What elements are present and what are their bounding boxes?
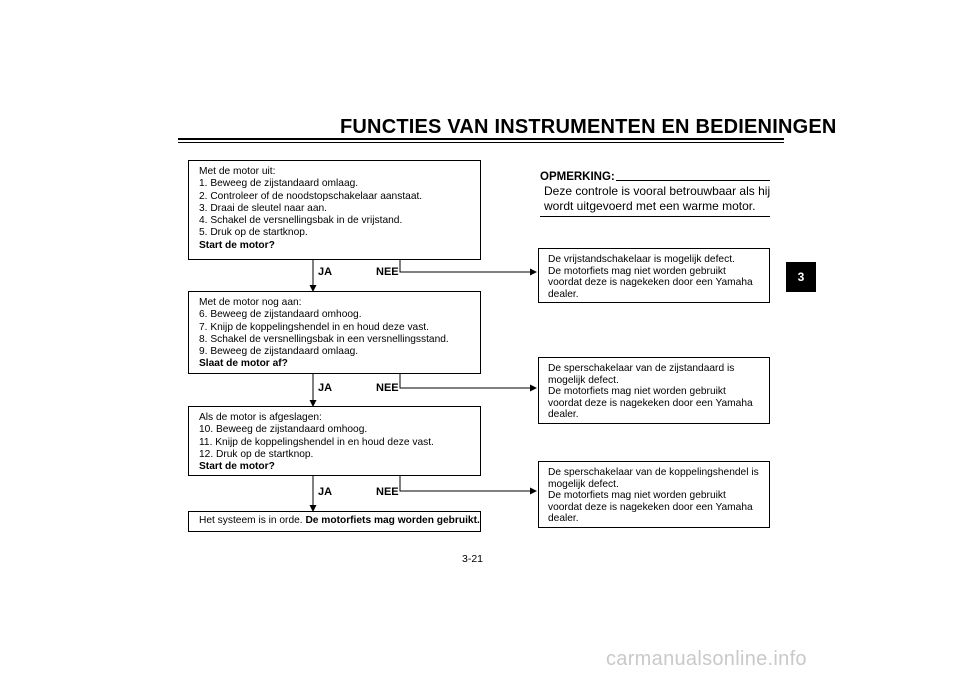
result1-bold: De motorfiets mag niet worden gebruikt	[548, 265, 726, 277]
flow-step-1	[188, 160, 481, 260]
final-text: Het systeem is in orde.	[199, 515, 306, 526]
watermark: carmanualsonline.info	[606, 648, 807, 670]
step3-line-2: 10. Beweeg de zijstandaard omhoog.	[199, 424, 368, 436]
result2-bold: De motorfiets mag niet worden gebruikt	[548, 386, 726, 397]
step3-line-3: 11. Knijp de koppelingshendel in en houd deze vast.	[199, 436, 434, 448]
flow-final-ok	[188, 511, 481, 532]
connector-no-2	[400, 374, 536, 388]
no-label-1: NEE	[376, 266, 399, 278]
no-label-3: NEE	[376, 486, 399, 498]
result2-text: De sperschakelaar van de zijstandaard is mogelijk defect.	[548, 363, 735, 386]
step2-line-3: 7. Knijp de koppelingshendel in en houd deze vast.	[199, 321, 429, 333]
connector-no-3	[400, 476, 536, 491]
step1-line-2: 1. Beweeg de zijstandaard omlaag.	[199, 178, 359, 190]
step2-line-5: 9. Beweeg de zijstandaard omlaag.	[199, 346, 359, 358]
final-bold: De motorfiets mag worden gebruikt.	[305, 515, 480, 526]
connector-no-1	[400, 260, 536, 272]
note-text: Deze controle is vooral betrouwbaar als hij wordt uitgevoerd met een warme motor.	[544, 184, 771, 213]
step1-question: Start de motor?	[199, 239, 275, 251]
step1-line-3: 2. Controleer of de noodstopschakelaar aanstaat.	[199, 190, 423, 202]
flow-step-2	[188, 291, 481, 374]
step3-line-4: 12. Druk op de startknop.	[199, 448, 314, 460]
step3-question: Start de motor?	[199, 461, 275, 473]
step1-line-6: 5. Druk op de startknop.	[199, 227, 308, 239]
flow-step-3	[188, 406, 481, 476]
step1-line-4: 3. Draai de sleutel naar aan.	[199, 202, 327, 214]
page-number: 3-21	[462, 553, 484, 565]
no-label-2: NEE	[376, 382, 399, 394]
result-box-1	[538, 248, 770, 303]
yes-label-3: JA	[318, 486, 333, 498]
step2-line-2: 6. Beweeg de zijstandaard omhoog.	[199, 309, 362, 321]
note-rule-bottom	[540, 216, 770, 217]
result3-text: De sperschakelaar van de koppelingshendel is mogelijk defect.	[548, 467, 759, 490]
note-label: OPMERKING:	[540, 171, 615, 183]
note-rule-top	[616, 180, 770, 181]
result2-rest: voordat deze is nagekeken door een Yamaha dealer.	[548, 397, 753, 420]
yes-label-2: JA	[318, 382, 333, 394]
chapter-tab: 3	[786, 262, 816, 292]
step1-line-5: 4. Schakel de versnellingsbak in de vrijstand.	[199, 215, 403, 227]
result3-bold: De motorfiets mag niet worden gebruikt	[548, 490, 726, 501]
result1-rest: voordat deze is nagekeken door een Yamaha dealer.	[548, 277, 753, 300]
step2-line-4: 8. Schakel de versnellingsbak in een versnellingsstand.	[199, 333, 449, 345]
result1-text: De vrijstandschakelaar is mogelijk defect.	[548, 254, 735, 265]
result3-rest: voordat deze is nagekeken door een Yamaha dealer.	[548, 501, 753, 524]
step3-line-1: Als de motor is afgeslagen:	[199, 412, 322, 423]
step2-question: Slaat de motor af?	[199, 358, 288, 370]
page-title: FUNCTIES VAN INSTRUMENTEN EN BEDIENINGEN	[340, 116, 837, 138]
yes-label-1: JA	[318, 266, 333, 278]
step1-line-1: Met de motor uit:	[199, 166, 276, 177]
step2-line-1: Met de motor nog aan:	[199, 297, 302, 308]
result-box-2	[538, 357, 770, 424]
result-box-3	[538, 461, 770, 528]
